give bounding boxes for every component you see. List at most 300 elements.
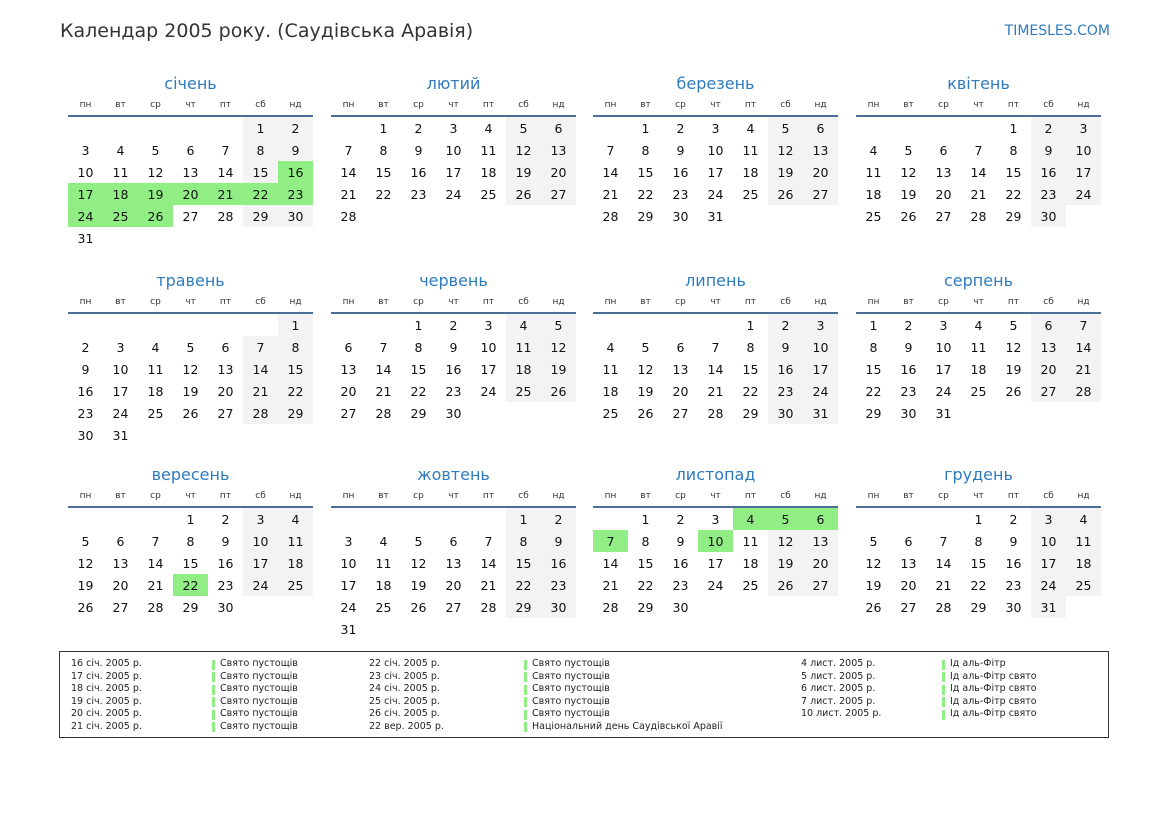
day-cell[interactable]: 9 (414, 142, 423, 158)
day-cell[interactable]: 30 (672, 208, 689, 224)
day-cell[interactable]: 20 (112, 577, 129, 593)
day-cell[interactable]: 15 (410, 361, 427, 377)
day-cell[interactable]: 31 (803, 402, 838, 424)
day-cell[interactable]: 17 (935, 361, 952, 377)
day-cell[interactable]: 3 (1031, 508, 1066, 530)
day-cell[interactable]: 16 (541, 552, 576, 574)
day-cell[interactable]: 3 (243, 508, 278, 530)
day-cell[interactable]: 5 (768, 117, 803, 139)
day-cell[interactable]: 2 (904, 317, 913, 333)
day-cell[interactable]: 4 (278, 508, 313, 530)
day-cell[interactable]: 12 (900, 164, 917, 180)
day-cell[interactable]: 3 (939, 317, 948, 333)
day-cell[interactable]: 4 (116, 142, 125, 158)
day-cell[interactable]: 17 (707, 164, 724, 180)
day-cell[interactable]: 3 (344, 533, 353, 549)
day-cell[interactable]: 24 (68, 205, 103, 227)
day-cell[interactable]: 31 (935, 405, 952, 421)
day-cell[interactable]: 27 (803, 183, 838, 205)
day-cell[interactable]: 8 (379, 142, 388, 158)
day-cell[interactable]: 6 (221, 339, 230, 355)
day-cell[interactable]: 21 (340, 186, 357, 202)
day-cell[interactable]: 14 (375, 361, 392, 377)
day-cell[interactable]: 14 (970, 164, 987, 180)
day-cell[interactable]: 18 (970, 361, 987, 377)
day-cell[interactable]: 29 (1005, 208, 1022, 224)
day-cell[interactable]: 21 (243, 380, 278, 402)
day-cell[interactable]: 25 (742, 186, 759, 202)
day-cell[interactable]: 25 (742, 577, 759, 593)
day-cell[interactable]: 24 (935, 383, 952, 399)
day-cell[interactable]: 3 (1066, 117, 1101, 139)
day-cell[interactable]: 26 (768, 574, 803, 596)
day-cell[interactable]: 11 (742, 533, 759, 549)
day-cell[interactable]: 2 (541, 508, 576, 530)
day-cell[interactable]: 2 (676, 120, 685, 136)
day-cell[interactable]: 27 (217, 405, 234, 421)
day-cell[interactable]: 17 (1066, 161, 1101, 183)
day-cell[interactable]: 21 (480, 577, 497, 593)
day-cell[interactable]: 3 (484, 317, 493, 333)
day-cell[interactable]: 7 (344, 142, 353, 158)
day-cell[interactable]: 10 (1066, 139, 1101, 161)
day-cell[interactable]: 5 (541, 314, 576, 336)
day-cell[interactable]: 26 (900, 208, 917, 224)
day-cell[interactable]: 15 (375, 164, 392, 180)
day-cell[interactable]: 29 (637, 599, 654, 615)
day-cell[interactable]: 7 (606, 142, 615, 158)
day-cell[interactable]: 6 (939, 142, 948, 158)
day-cell[interactable]: 9 (676, 533, 685, 549)
day-cell[interactable]: 16 (768, 358, 803, 380)
day-cell[interactable]: 25 (865, 208, 882, 224)
day-cell[interactable]: 21 (970, 186, 987, 202)
day-cell[interactable]: 10 (340, 555, 357, 571)
day-cell[interactable]: 14 (243, 358, 278, 380)
day-cell[interactable]: 8 (506, 530, 541, 552)
day-cell[interactable]: 11 (480, 142, 497, 158)
day-cell[interactable]: 2 (414, 120, 423, 136)
day-cell[interactable]: 21 (375, 383, 392, 399)
day-cell[interactable]: 24 (1031, 574, 1066, 596)
day-cell[interactable]: 8 (243, 139, 278, 161)
day-cell[interactable]: 30 (900, 405, 917, 421)
day-cell[interactable]: 18 (375, 577, 392, 593)
day-cell[interactable]: 13 (541, 139, 576, 161)
day-cell[interactable]: 16 (445, 361, 462, 377)
day-cell[interactable]: 13 (182, 164, 199, 180)
day-cell[interactable]: 12 (506, 139, 541, 161)
day-cell[interactable]: 29 (182, 599, 199, 615)
day-cell[interactable]: 14 (217, 164, 234, 180)
day-cell[interactable]: 8 (278, 336, 313, 358)
day-cell[interactable]: 14 (1066, 336, 1101, 358)
day-cell[interactable]: 31 (707, 208, 724, 224)
day-cell[interactable]: 6 (541, 117, 576, 139)
day-cell[interactable]: 4 (869, 142, 878, 158)
day-cell[interactable]: 15 (243, 161, 278, 183)
day-cell[interactable]: 11 (506, 336, 541, 358)
day-cell[interactable]: 8 (641, 142, 650, 158)
day-cell[interactable]: 31 (112, 427, 129, 443)
day-cell[interactable]: 30 (1031, 205, 1066, 227)
day-cell[interactable]: 11 (375, 555, 392, 571)
day-cell[interactable]: 19 (138, 183, 173, 205)
day-cell[interactable]: 28 (243, 402, 278, 424)
day-cell[interactable]: 1 (1009, 120, 1018, 136)
day-cell[interactable]: 28 (970, 208, 987, 224)
day-cell[interactable]: 14 (602, 555, 619, 571)
day-cell[interactable]: 26 (77, 599, 94, 615)
day-cell[interactable]: 25 (375, 599, 392, 615)
day-cell[interactable]: 10 (698, 530, 733, 552)
day-cell[interactable]: 16 (217, 555, 234, 571)
day-cell[interactable]: 26 (410, 599, 427, 615)
day-cell[interactable]: 8 (186, 533, 195, 549)
day-cell[interactable]: 14 (147, 555, 164, 571)
day-cell[interactable]: 4 (733, 508, 768, 530)
day-cell[interactable]: 5 (641, 339, 650, 355)
day-cell[interactable]: 10 (707, 142, 724, 158)
day-cell[interactable]: 13 (803, 530, 838, 552)
day-cell[interactable]: 22 (243, 183, 278, 205)
day-cell[interactable]: 11 (1066, 530, 1101, 552)
day-cell[interactable]: 13 (112, 555, 129, 571)
day-cell[interactable]: 9 (449, 339, 458, 355)
day-cell[interactable]: 7 (151, 533, 160, 549)
day-cell[interactable]: 28 (1066, 380, 1101, 402)
day-cell[interactable]: 1 (243, 117, 278, 139)
day-cell[interactable]: 14 (340, 164, 357, 180)
day-cell[interactable]: 15 (1005, 164, 1022, 180)
day-cell[interactable]: 5 (869, 533, 878, 549)
day-cell[interactable]: 28 (480, 599, 497, 615)
day-cell[interactable]: 19 (77, 577, 94, 593)
day-cell[interactable]: 18 (602, 383, 619, 399)
day-cell[interactable]: 25 (480, 186, 497, 202)
day-cell[interactable]: 20 (1031, 358, 1066, 380)
day-cell[interactable]: 26 (541, 380, 576, 402)
day-cell[interactable]: 27 (182, 208, 199, 224)
day-cell[interactable]: 23 (445, 383, 462, 399)
day-cell[interactable]: 24 (1066, 183, 1101, 205)
day-cell[interactable]: 2 (449, 317, 458, 333)
day-cell[interactable]: 25 (147, 405, 164, 421)
day-cell[interactable]: 9 (1009, 533, 1018, 549)
day-cell[interactable]: 5 (506, 117, 541, 139)
day-cell[interactable]: 1 (414, 317, 423, 333)
day-cell[interactable]: 22 (637, 186, 654, 202)
day-cell[interactable]: 19 (637, 383, 654, 399)
day-cell[interactable]: 2 (768, 314, 803, 336)
day-cell[interactable]: 22 (637, 577, 654, 593)
day-cell[interactable]: 22 (278, 380, 313, 402)
day-cell[interactable]: 30 (77, 427, 94, 443)
day-cell[interactable]: 24 (707, 186, 724, 202)
day-cell[interactable]: 28 (147, 599, 164, 615)
day-cell[interactable]: 12 (410, 555, 427, 571)
day-cell[interactable]: 1 (379, 120, 388, 136)
day-cell[interactable]: 30 (768, 402, 803, 424)
day-cell[interactable]: 20 (217, 383, 234, 399)
day-cell[interactable]: 11 (865, 164, 882, 180)
day-cell[interactable]: 28 (935, 599, 952, 615)
day-cell[interactable]: 23 (217, 577, 234, 593)
day-cell[interactable]: 25 (103, 205, 138, 227)
day-cell[interactable]: 1 (186, 511, 195, 527)
day-cell[interactable]: 14 (602, 164, 619, 180)
day-cell[interactable]: 23 (672, 577, 689, 593)
day-cell[interactable]: 9 (904, 339, 913, 355)
day-cell[interactable]: 24 (803, 380, 838, 402)
day-cell[interactable]: 9 (81, 361, 90, 377)
day-cell[interactable]: 27 (1031, 380, 1066, 402)
day-cell[interactable]: 13 (217, 361, 234, 377)
day-cell[interactable]: 18 (865, 186, 882, 202)
day-cell[interactable]: 26 (1005, 383, 1022, 399)
day-cell[interactable]: 19 (506, 161, 541, 183)
day-cell[interactable]: 3 (116, 339, 125, 355)
day-cell[interactable]: 5 (414, 533, 423, 549)
day-cell[interactable]: 30 (1005, 599, 1022, 615)
day-cell[interactable]: 10 (1031, 530, 1066, 552)
day-cell[interactable]: 19 (865, 577, 882, 593)
day-cell[interactable]: 14 (935, 555, 952, 571)
day-cell[interactable]: 8 (641, 533, 650, 549)
day-cell[interactable]: 6 (186, 142, 195, 158)
day-cell[interactable]: 7 (939, 533, 948, 549)
day-cell[interactable]: 15 (865, 361, 882, 377)
day-cell[interactable]: 8 (1009, 142, 1018, 158)
day-cell[interactable]: 31 (1031, 596, 1066, 618)
day-cell[interactable]: 8 (869, 339, 878, 355)
day-cell[interactable]: 20 (803, 161, 838, 183)
day-cell[interactable]: 18 (480, 164, 497, 180)
day-cell[interactable]: 22 (1005, 186, 1022, 202)
day-cell[interactable]: 28 (375, 405, 392, 421)
day-cell[interactable]: 26 (182, 405, 199, 421)
day-cell[interactable]: 4 (1066, 508, 1101, 530)
day-cell[interactable]: 19 (182, 383, 199, 399)
day-cell[interactable]: 26 (506, 183, 541, 205)
day-cell[interactable]: 9 (221, 533, 230, 549)
day-cell[interactable]: 21 (1066, 358, 1101, 380)
day-cell[interactable]: 22 (410, 383, 427, 399)
day-cell[interactable]: 22 (970, 577, 987, 593)
day-cell[interactable]: 16 (1005, 555, 1022, 571)
day-cell[interactable]: 4 (746, 120, 755, 136)
day-cell[interactable]: 17 (480, 361, 497, 377)
day-cell[interactable]: 27 (340, 405, 357, 421)
day-cell[interactable]: 19 (900, 186, 917, 202)
day-cell[interactable]: 30 (541, 596, 576, 618)
day-cell[interactable]: 23 (768, 380, 803, 402)
day-cell[interactable]: 23 (541, 574, 576, 596)
day-cell[interactable]: 6 (803, 117, 838, 139)
day-cell[interactable]: 6 (803, 508, 838, 530)
day-cell[interactable]: 27 (803, 574, 838, 596)
day-cell[interactable]: 21 (935, 577, 952, 593)
day-cell[interactable]: 9 (1031, 139, 1066, 161)
day-cell[interactable]: 9 (278, 139, 313, 161)
day-cell[interactable]: 28 (217, 208, 234, 224)
day-cell[interactable]: 22 (375, 186, 392, 202)
day-cell[interactable]: 19 (410, 577, 427, 593)
day-cell[interactable]: 26 (865, 599, 882, 615)
day-cell[interactable]: 5 (768, 508, 803, 530)
day-cell[interactable]: 27 (445, 599, 462, 615)
day-cell[interactable]: 9 (768, 336, 803, 358)
day-cell[interactable]: 13 (900, 555, 917, 571)
day-cell[interactable]: 19 (541, 358, 576, 380)
day-cell[interactable]: 11 (970, 339, 987, 355)
day-cell[interactable]: 13 (672, 361, 689, 377)
day-cell[interactable]: 21 (707, 383, 724, 399)
day-cell[interactable]: 23 (410, 186, 427, 202)
day-cell[interactable]: 9 (541, 530, 576, 552)
day-cell[interactable]: 23 (77, 405, 94, 421)
day-cell[interactable]: 5 (904, 142, 913, 158)
day-cell[interactable]: 18 (278, 552, 313, 574)
day-cell[interactable]: 11 (602, 361, 619, 377)
day-cell[interactable]: 12 (541, 336, 576, 358)
day-cell[interactable]: 28 (602, 599, 619, 615)
day-cell[interactable]: 23 (1031, 183, 1066, 205)
day-cell[interactable]: 20 (672, 383, 689, 399)
day-cell[interactable]: 10 (445, 142, 462, 158)
day-cell[interactable]: 5 (186, 339, 195, 355)
day-cell[interactable]: 17 (112, 383, 129, 399)
day-cell[interactable]: 25 (278, 574, 313, 596)
day-cell[interactable]: 13 (1031, 336, 1066, 358)
day-cell[interactable]: 12 (182, 361, 199, 377)
day-cell[interactable]: 16 (672, 164, 689, 180)
day-cell[interactable]: 29 (865, 405, 882, 421)
day-cell[interactable]: 10 (935, 339, 952, 355)
day-cell[interactable]: 6 (116, 533, 125, 549)
day-cell[interactable]: 4 (606, 339, 615, 355)
day-cell[interactable]: 23 (672, 186, 689, 202)
day-cell[interactable]: 5 (1009, 317, 1018, 333)
day-cell[interactable]: 5 (151, 142, 160, 158)
day-cell[interactable]: 25 (1066, 574, 1101, 596)
day-cell[interactable]: 17 (707, 555, 724, 571)
day-cell[interactable]: 16 (1031, 161, 1066, 183)
day-cell[interactable]: 12 (768, 530, 803, 552)
day-cell[interactable]: 12 (768, 139, 803, 161)
day-cell[interactable]: 27 (935, 208, 952, 224)
day-cell[interactable]: 17 (803, 358, 838, 380)
day-cell[interactable]: 21 (602, 186, 619, 202)
day-cell[interactable]: 12 (77, 555, 94, 571)
day-cell[interactable]: 2 (676, 511, 685, 527)
day-cell[interactable]: 23 (900, 383, 917, 399)
day-cell[interactable]: 17 (1031, 552, 1066, 574)
day-cell[interactable]: 30 (672, 599, 689, 615)
day-cell[interactable]: 23 (1005, 577, 1022, 593)
day-cell[interactable]: 11 (147, 361, 164, 377)
day-cell[interactable]: 24 (707, 577, 724, 593)
day-cell[interactable]: 31 (77, 230, 94, 246)
day-cell[interactable]: 29 (410, 405, 427, 421)
day-cell[interactable]: 3 (81, 142, 90, 158)
day-cell[interactable]: 22 (865, 383, 882, 399)
day-cell[interactable]: 29 (742, 405, 759, 421)
day-cell[interactable]: 28 (707, 405, 724, 421)
day-cell[interactable]: 24 (112, 405, 129, 421)
day-cell[interactable]: 4 (379, 533, 388, 549)
day-cell[interactable]: 18 (103, 183, 138, 205)
day-cell[interactable]: 29 (506, 596, 541, 618)
day-cell[interactable]: 1 (974, 511, 983, 527)
day-cell[interactable]: 15 (278, 358, 313, 380)
day-cell[interactable]: 17 (340, 577, 357, 593)
day-cell[interactable]: 24 (445, 186, 462, 202)
day-cell[interactable]: 27 (900, 599, 917, 615)
day-cell[interactable]: 3 (711, 120, 720, 136)
day-cell[interactable]: 27 (541, 183, 576, 205)
day-cell[interactable]: 27 (112, 599, 129, 615)
day-cell[interactable]: 14 (707, 361, 724, 377)
day-cell[interactable]: 31 (340, 621, 357, 637)
day-cell[interactable]: 13 (445, 555, 462, 571)
day-cell[interactable]: 11 (742, 142, 759, 158)
day-cell[interactable]: 19 (1005, 361, 1022, 377)
day-cell[interactable]: 13 (935, 164, 952, 180)
day-cell[interactable]: 19 (768, 552, 803, 574)
day-cell[interactable]: 25 (506, 380, 541, 402)
day-cell[interactable]: 7 (243, 336, 278, 358)
day-cell[interactable]: 8 (746, 339, 755, 355)
day-cell[interactable]: 4 (506, 314, 541, 336)
day-cell[interactable]: 4 (151, 339, 160, 355)
day-cell[interactable]: 1 (746, 317, 755, 333)
day-cell[interactable]: 3 (449, 120, 458, 136)
day-cell[interactable]: 20 (541, 161, 576, 183)
day-cell[interactable]: 24 (480, 383, 497, 399)
brand-link[interactable]: TIMESLES.COM (1004, 23, 1110, 39)
day-cell[interactable]: 15 (970, 555, 987, 571)
day-cell[interactable]: 28 (602, 208, 619, 224)
day-cell[interactable]: 12 (147, 164, 164, 180)
day-cell[interactable]: 29 (970, 599, 987, 615)
day-cell[interactable]: 2 (1009, 511, 1018, 527)
day-cell[interactable]: 15 (742, 361, 759, 377)
day-cell[interactable]: 21 (602, 577, 619, 593)
day-cell[interactable]: 1 (278, 314, 313, 336)
day-cell[interactable]: 21 (208, 183, 243, 205)
day-cell[interactable]: 19 (768, 161, 803, 183)
day-cell[interactable]: 17 (68, 183, 103, 205)
day-cell[interactable]: 6 (1031, 314, 1066, 336)
day-cell[interactable]: 2 (81, 339, 90, 355)
day-cell[interactable]: 22 (742, 383, 759, 399)
day-cell[interactable]: 21 (147, 577, 164, 593)
day-cell[interactable]: 7 (379, 339, 388, 355)
day-cell[interactable]: 11 (278, 530, 313, 552)
day-cell[interactable]: 6 (904, 533, 913, 549)
day-cell[interactable]: 26 (637, 405, 654, 421)
day-cell[interactable]: 12 (865, 555, 882, 571)
day-cell[interactable]: 1 (641, 511, 650, 527)
day-cell[interactable]: 26 (138, 205, 173, 227)
day-cell[interactable]: 13 (340, 361, 357, 377)
day-cell[interactable]: 11 (112, 164, 129, 180)
day-cell[interactable]: 30 (217, 599, 234, 615)
day-cell[interactable]: 20 (173, 183, 208, 205)
day-cell[interactable]: 1 (641, 120, 650, 136)
day-cell[interactable]: 22 (173, 574, 208, 596)
